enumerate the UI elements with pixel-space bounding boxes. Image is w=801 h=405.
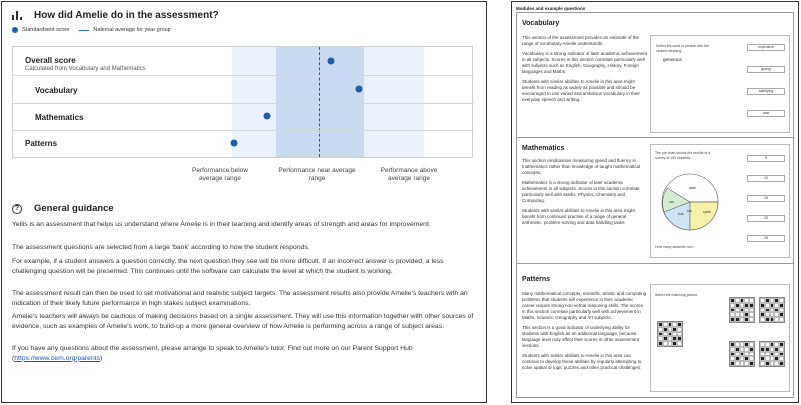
- pattern-option-picture[interactable]: [729, 297, 755, 323]
- answer-option[interactable]: 5: [747, 155, 785, 162]
- answer-option[interactable]: 25: [747, 235, 785, 242]
- module-vocabulary: [517, 13, 793, 138]
- module-paragraph: Many mathematical concepts, scientific, artistic and computing problems that students will experience in their academic career require strong non-verbal reasoning skills. The scores in this section correlate particularly well with achievement in Maths, Science, Geography and Art subjects.: [522, 291, 647, 320]
- answer-option[interactable]: giving: [747, 66, 785, 73]
- guidance-paragraph: Yellis is an assessment that helps us understand where Amelie is in their learning and identify areas of strength and areas for improvement.: [12, 221, 431, 228]
- guidance-title: General guidance: [34, 203, 114, 214]
- score-dot-icon: [12, 27, 18, 33]
- answer-option[interactable]: 20: [747, 215, 785, 222]
- pie-label: cycle: [703, 210, 711, 214]
- module-paragraph: Mathematics is a strong indicator of later academic achievement in all subjects. Scores in this section correlate particularly well with Maths, Physics, Chemistry and Computing.: [522, 180, 640, 203]
- pie-chart-illustration: [655, 171, 725, 233]
- pie-label: car: [669, 200, 674, 204]
- pattern-option-picture[interactable]: [729, 341, 755, 367]
- modules-header: Modules and example questions: [516, 6, 586, 11]
- assessment-results-panel: [1, 1, 487, 403]
- above-average-band: [364, 47, 424, 157]
- sample-question-text: The pie chart shows the results of a survey of 100 students.: [655, 151, 711, 160]
- pie-label: bus: [678, 212, 684, 216]
- row-label-vocabulary: Vocabulary: [35, 86, 78, 95]
- question-mark-icon: ?: [12, 204, 22, 214]
- guidance-paragraph: For example, if a student answers a question correctly, the next question they see will be more difficult. If an incorrect answer is provided, a less challenging question will be presented. This continues until the software can calculate the level at which the student is working.: [12, 258, 444, 275]
- patterns-sample-question: [650, 284, 790, 392]
- row-divider: [13, 130, 474, 131]
- bar-chart-icon: [12, 11, 22, 20]
- pattern-option-picture[interactable]: [759, 297, 785, 323]
- modules-panel: [511, 1, 799, 403]
- score-marker-patterns: [231, 140, 238, 147]
- module-paragraph: This section emphasises measuring speed and fluency in mathematics rather than knowledge of taught mathematical concepts.: [522, 158, 641, 175]
- answer-option[interactable]: satisfying: [747, 88, 785, 95]
- parent-support-hub-link[interactable]: https://www.cem.org/parents: [14, 354, 101, 362]
- pattern-target-picture: [657, 321, 683, 347]
- score-marker-vocabulary: [355, 86, 362, 93]
- row-divider: [13, 103, 474, 104]
- range-label-above: Performance above average range: [380, 167, 438, 182]
- range-label-near: Performance near average range: [278, 167, 356, 182]
- guidance-paragraph: The assessment questions are selected from a large 'bank' according to how the student responds.: [12, 244, 310, 251]
- contact-text: If you have any questions about the assessment, please arrange to speak to Amelie's tutor. Find out more on our Parent Support Hub (: [12, 345, 413, 362]
- module-paragraph: This section of the assessment provides an estimate of the range of vocabulary Amelie understands.: [522, 35, 640, 46]
- sample-question-footer: How many students run?: [655, 245, 694, 249]
- row-sub-overall: Calculated from Vocabulary and Mathematics: [25, 66, 146, 72]
- legend-score-label: Standardised score: [22, 27, 70, 33]
- sample-word: generous: [663, 57, 682, 62]
- national-average-line: [319, 47, 320, 157]
- module-paragraph: Students with similar abilities to Amelie in this area can continue to develop these abilities by regularly attempting to solve spatial or logic puzzles and other practical challenges.: [522, 353, 642, 370]
- chart-legend: [12, 27, 171, 33]
- module-description: [522, 158, 647, 230]
- row-divider: [13, 75, 474, 76]
- module-paragraph: Vocabulary is a strong indicator of later academic achievement in all subjects. Scores in this section correlate particularly well with subjects such as English, Geography, History, Foreign languages and Maths.: [522, 51, 647, 74]
- module-patterns: [517, 264, 793, 398]
- below-average-band: [232, 47, 276, 157]
- pie-label: run: [687, 209, 693, 213]
- module-paragraph: Students with similar abilities to Amelie in this area might benefit from continued practise of a range of general arithmetic, problem-solving and data handling tasks.: [522, 208, 635, 225]
- row-label-overall: Overall score: [25, 56, 76, 65]
- score-marker-mathematics: [263, 113, 270, 120]
- score-marker-overall: [328, 58, 335, 65]
- guidance-paragraph: The assessment result can then be used to set motivational and realistic subject targets. The assessment results also provide Amelie's teachers with an indication of their likely future performance in high stakes subject examinations.: [12, 290, 468, 307]
- sample-question-text: Select the word or phrase with the closest meaning.: [656, 44, 709, 53]
- module-title: Mathematics: [522, 145, 565, 152]
- near-average-band: [276, 47, 364, 157]
- legend-average-label: National average for year group: [93, 27, 171, 33]
- guidance-heading: [12, 203, 114, 214]
- row-label-patterns: Patterns: [25, 139, 58, 148]
- answer-option[interactable]: vast: [747, 110, 785, 117]
- answer-option[interactable]: 10: [747, 175, 785, 182]
- module-paragraph: This section is a good indicator of underlying ability for students with English as an additional language, because language level may affect their scores in other assessment sections.: [522, 325, 639, 348]
- modules-container: [516, 12, 794, 398]
- guidance-paragraph: Amelie's teachers will always be cautious of making decisions based on a single assessment. They will use this information together with other sources of evidence, such as examples of Amelie's work, to build-up a more general overview of how Amelie is performing across a range of subject areas.: [12, 313, 474, 330]
- sample-question-text: Select the matching picture.: [655, 293, 699, 297]
- row-label-mathematics: Mathematics: [35, 113, 84, 122]
- pattern-option-picture[interactable]: [759, 341, 785, 367]
- guidance-paragraph-contact: [12, 344, 478, 363]
- module-mathematics: [517, 138, 793, 264]
- contact-text-end: ): [100, 354, 103, 362]
- mathematics-sample-question: [650, 144, 790, 258]
- module-description: [522, 291, 647, 375]
- module-title: Patterns: [522, 276, 551, 283]
- score-chart: [12, 46, 473, 158]
- pie-label: walk: [689, 186, 697, 190]
- results-title: How did Amelie do in the assessment?: [34, 10, 219, 21]
- range-label-below: Performance below average range: [192, 167, 248, 182]
- module-description: [522, 35, 647, 107]
- module-title: Vocabulary: [522, 20, 560, 27]
- answer-option[interactable]: expensive: [747, 44, 785, 51]
- results-heading: [12, 10, 219, 21]
- vocabulary-sample-question: [650, 35, 790, 133]
- answer-option[interactable]: 15: [747, 195, 785, 202]
- dashed-line-icon: [79, 30, 89, 31]
- module-paragraph: Students with similar abilities to Amelie in this area might benefit from reading as widely as possible and should be encouraged to use varied and ambitious vocabulary in their everyday speech and writing.: [522, 79, 640, 102]
